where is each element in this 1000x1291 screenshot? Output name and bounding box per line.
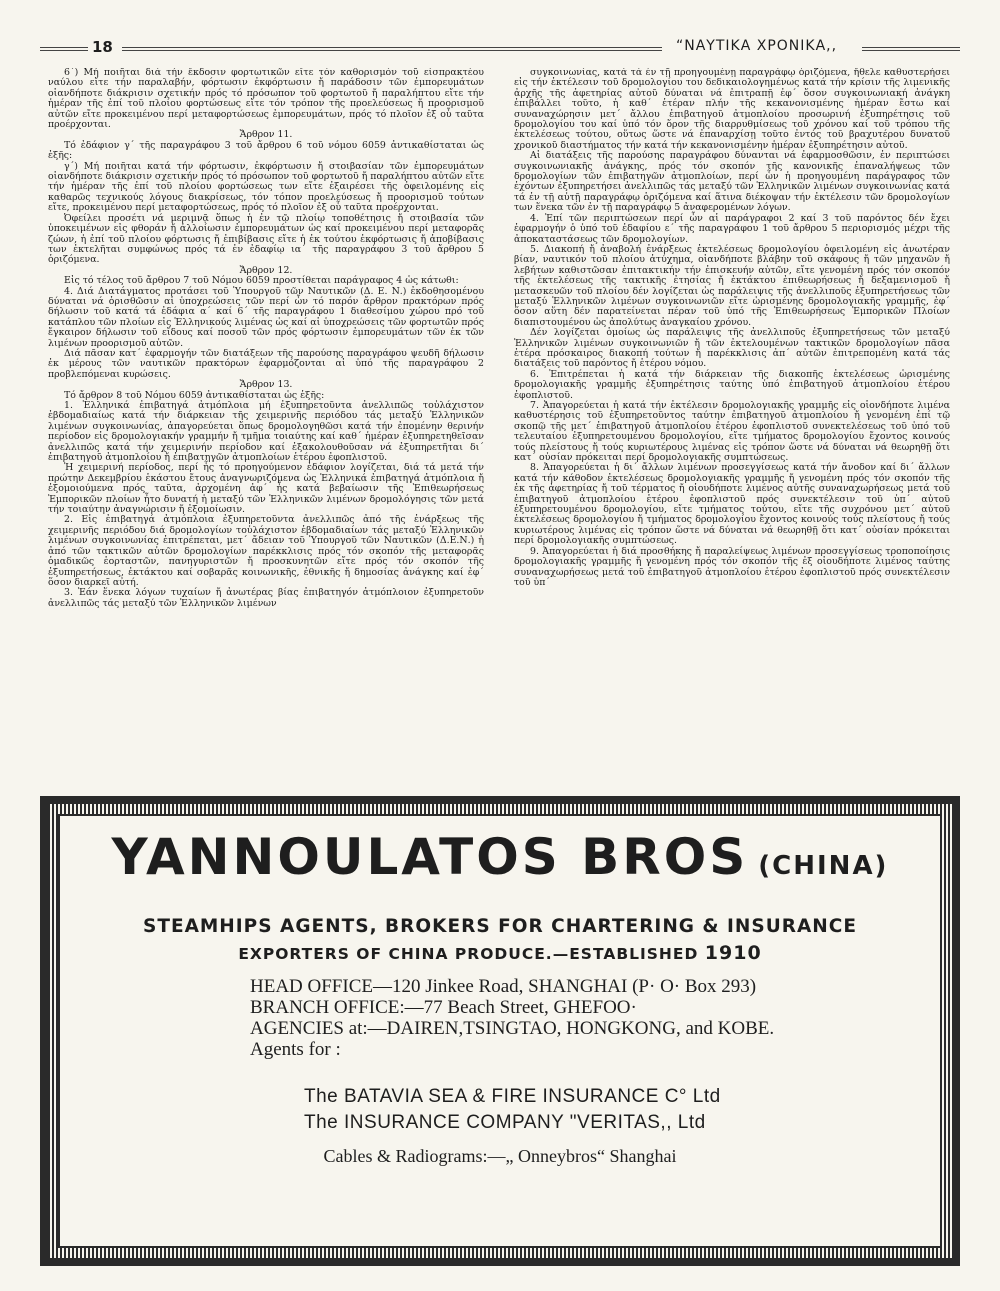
article-paragraph: Εἰς τό τέλος τοῦ ἄρθρου 7 τοῦ Νόμου 6059 προστίθεται παράγραφος 4 ὡς κάτωθι: [64,275,459,287]
article-paragraph: 9. Ἀπαγορεύεται ἡ διά προσθήκης ἤ παραλείψεως λιμένων προσεγγίσεως τροποποίησις δρομολογιακῆς γραμμῆς ἤ γενομένη πρός τόν σκοπόν τῆς ἐξ οἱουδήποτε λιμένος ταύτης συναναχωρήσεως μετά τοῦ ἐπιβατηγοῦ ἀτμοπλοίου ἑτέρου ἐφοπλιστοῦ πρός συνεκτέλεσιν τοῦ ὑπ΄ [514,545,950,588]
header-rule-right [862,47,960,51]
journal-title: “ΝΑΥΤΙΚΑ ΧΡΟΝΙΚΑ,, [676,38,838,54]
header-rule-middle [122,47,662,51]
article-paragraph: 1. Ἑλληνικά ἐπιβατηγά ἀτμόπλοια μή ἐξυπηρετοῦντα ἀνελλιπῶς τοὐλάχιστον ἑβδομαδιαίως κατά τήν διάρκειαν τῆς χειμερινῆς περιόδου τάς μεταξύ Ἑλληνικῶν λιμένων συγκοινωνίας, ἀπαγορεύεται ὅπως δρομολογηθῶσι κατά τήν ἐπομένην θερινήν περίοδον εἰς δρομολογιακήν γραμμήν ἤ τμῆμα τοιαύτης καί καθ΄ ἡμέραν ἐξυπηρετηθεῖσαν ἀνελλιπῶς κατά τήν χειμερινήν περίοδον καί ἐξακολουθοῦσαν νά ἐξυπηρετῆται δι΄ ἐπιβατηγοῦ ἀτμοπλοίου ἤ ἐπιβατηγῶν ἀτμοπλοίων ἑτέρου ἐφοπλιστοῦ. [48,400,484,464]
head-office: HEAD OFFICE—120 Jinkee Road, SHANGHAI (P· O· Box 293) [250,976,757,997]
page-number: 18 [92,38,113,56]
insurer-batavia: The BATAVIA SEA & FIRE INSURANCE C° Ltd [304,1086,721,1107]
header-rule-left [40,47,88,51]
article-paragraph: γ΄) Μή ποιῆται κατά τήν φόρτωσιν, ἐκφόρτωσιν ἤ στοιβασίαν τῶν ἐμπορευμάτων οἱανδήποτε διάκρισιν σχετικήν πρός τό πρόσωπον τοῦ φορτωτοῦ ἤ παραλήπτου αὐτῶν εἴτε τήν ἡμέραν τῆς ἐπί τοῦ πλοίου φορτώσεως των εἴτε ἐξαιρέσει τῆς ὀφειλομένης εἰς καθαρῶς τεχνικούς λόγους διακρίσεως, τόν τόπον προελεύσεως ἤ προορισμοῦ τούτων εἴτε, προκειμένου περί μεταφορτώσεως, πρός τό πλοῖον ἐξ οὗ ταῦτα προέρχονται. [48,160,484,214]
article-paragraph: Διά πᾶσαν κατ΄ ἐφαρμογήν τῶν διατάξεων τῆς παρούσης παραγράφου ψευδῆ δήλωσιν ἐκ μέρους τῶν ναυτικῶν πρακτόρων ἐφαρμόζονται αἱ ὑπό τῆς παραγράφου 2 προβλεπόμεναι κυρώσεις. [48,347,484,380]
insurer-veritas: The INSURANCE COMPANY "VERITAS,, Ltd [304,1112,706,1133]
advertisement-body [58,814,942,1248]
agents-for: Agents for : [250,1039,341,1060]
established-year: 1910 [704,942,762,964]
article-left-column [48,68,484,788]
article-heading: Ἄρθρον 13. [239,379,293,391]
article-paragraph: 3. Ἐάν ἕνεκα λόγων τυχαίων ἤ ἀνωτέρας βίας ἐπιβατηγόν ἀτμόπλοιον ἐξυπηρετοῦν ἀνελλιπῶς τάς μεταξύ τῶν Ἑλληνικῶν λιμένων [48,587,484,609]
article-paragraph: 6. Ἐπιτρέπεται ἡ κατά τήν διάρκειαν τῆς διακοπῆς ἐκτελέσεως ὡρισμένης δρομολογιακῆς γραμμῆς ἐξυπηρέτησις ταύτης ὑπό ἐπιβατηγοῦ ἀτμοπλοίου ἑτέρου ἐφοπλιστοῦ. [514,368,950,401]
company-name-text: YANNOULATOS BROS [111,828,749,886]
article-paragraph: Αἱ διατάξεις τῆς παρούσης παραγράφου δύνανται νά ἐφαρμοσθῶσιν, ἐν περιπτώσει συγκοινωνιακῆς ἀνάγκης, πρός τόν σκοπόν τῆς κανονικῆς ἐπαναλήψεως τῶν δρομολογίων τῶν ἐπιβατηγῶν ἀτμοπλοίων, περί ὧν ἡ προηγουμένη παράγραφος τῶν ἐχόντων ἐξυπηρετήσει ἀνελλιπῶς τάς μεταξύ τῶν Ἑλληνικῶν λιμένων συγκοινωνίας κατά τά ἐν τῇ αὐτῇ παραγράφῳ ὁριζόμενα καί ἅτινα διέκοψαν τήν ἐκτέλεσιν τῶν δρομολογίων των ἕνεκα τῶν ἐν τῇ παραγράφῳ 5 ἀναφερομένων λόγων. [514,150,950,214]
article-heading: Ἄρθρον 12. [239,264,293,276]
offices-block [250,976,774,1060]
exporters-line [60,942,940,964]
article-paragraph: Δέν λογίζεται ὁμοίως ὡς παράλειψις τῆς ἀνελλιποῦς ἐξυπηρετήσεως τῶν μεταξύ Ἑλληνικῶν λιμένων συγκοινωνιῶν ἤ τῶν ἐκτελουμένων τακτικῶν δρομολογίων πᾶσα ἑτέρα πρόσκαιρος διακοπή τούτων ἤ παρέκκλισις ἀπ΄ αὐτῶν ἐπιτρεπομένη κατά τάς διατάξεις τοῦ παρόντος ἤ ἑτέρου νόμου. [514,327,950,370]
article-paragraph: 2. Εἰς ἐπιβατηγά ἀτμόπλοια ἐξυπηρετοῦντα ἀνελλιπῶς ἀπό τῆς ἐνάρξεως τῆς χειμερινῆς περιόδου διά δρομολογίων τοὐλάχιστον ἑβδομαδιαίων τάς μεταξύ Ἑλληνικῶν λιμένων συγκοινωνίας ἐπιτρέπεται, μετ΄ ἄδειαν τοῦ Ὑπουργοῦ τῶν Ναυτικῶν (Δ.Ε.Ν.) ἡ ἀπό τῶν τακτικῶν αὐτῶν δρομολογίων παρέκκλισις πρός τόν σκοπόν τῆς μεταφορᾶς ὁμαδικῶς ἑορταστῶν, πανηγυριστῶν ἤ προσκυνητῶν εἴτε πρός τόν σκοπόν τῆς ἐξυπηρετήσεως, ἐκτάκτου καί σοβαρᾶς κοινωνικῆς, ἐθνικῆς ἤ δημοσίας ἀνάγκης καί ἐφ΄ ὅσον διαρκεῖ αὐτή. [48,514,484,588]
article-paragraph: 6΄) Μή ποιῆται διά τήν ἔκδοσιν φορτωτικῶν εἴτε τόν καθορισμόν τοῦ εἰσπρακτέου ναύλου εἴτε τήν παραλαβήν, φόρτωσιν ἐκφόρτωσιν ἤ παράδοσιν τῶν ἐμπορευμάτων οἱανδήποτε διάκρισιν σχετικήν πρός τό πρόσωπον τοῦ φορτωτοῦ ἤ παραλήπτου εἴτε τήν ἡμέραν τῆς ἐπί τοῦ πλοίου φορτώσεως εἴτε τόν τρόπον τῆς προελεύσεως ἤ προορισμοῦ αὐτῶν εἴτε προκειμένου περί μεταφορτώσεως ἐμπορευμάτων, πρός τό πλοῖον ἐξ οὗ ταῦτα προέρχονται. [48,68,484,131]
article-paragraph: Ἡ χειμερινή περίοδος, περί ἧς τό προηγούμενον ἐδάφιον λογίζεται, διά τά μετά τήν πρώτην Δεκεμβρίου ἑκάστου ἔτους ἀναγνωριζόμενα ὡς Ἑλληνικά ἐπιβατηγά ἀτμόπλοια ἤ ἐξομοιούμενα πρός ταῦτα, ἀρχομένη ἀφ΄ ἧς κατά βεβαίωσιν τῆς Ἐπιθεωρήσεως Ἐμπορικῶν πλοίων ἦτο δυνατή ἡ μεταξύ τῶν Ἑλληνικῶν λιμένων δρομολόγησις τῶν μετά τήν τοιαύτην ἀναγνώρισιν ἤ ἐξομοίωσιν. [48,462,484,516]
page-header [40,38,960,62]
article-paragraph: 7. Ἀπαγορεύεται ἡ κατά τήν ἐκτέλεσιν δρομολογιακῆς γραμμῆς εἰς οἱονδήποτε λιμένα καθυστέρησις τοῦ ἐξυπηρετοῦντος ταύτην ἐπιβατηγοῦ ἀτμοπλοίου ἤ γενομένη ἐπί τῷ σκοπῷ τῆς μετ΄ ἐπιβατηγοῦ ἀτμοπλοίου ἑτέρου ἐφοπλιστοῦ συνεκτελέσεως τοῦ ὑπό τοῦ τελευταίου ἐξυπηρετουμένου δρομολογίου, εἴτε τμήματος δρομολογίου ἔχοντος κοινούς τούς πλείστους ἤ τούς κυριωτέρους λιμένας εἰς τρόπον ὥστε νά δύναται νά θεωρηθῇ ὅτι κατ΄ οὐσίαν πρόκειται περί δρομολογιακῆς συμπτώσεως. [514,400,950,464]
article-paragraph: Ὀφείλει προσέτι νά μεριμνᾷ ὅπως ἡ ἐν τῷ πλοίῳ τοποθέτησις ἤ στοιβασία τῶν ὑποκειμένων εἰς φθοράν ἤ ἀλλοίωσιν ἐμπορευμάτων ὡς καί προκειμένου περί μεταφορᾶς ζώων, ἡ ἐπί τοῦ πλοίου φόρτωσις ἤ ἐπιβίβασις εἴτε ἡ ἐκ τούτου ἐκφόρτωσις ἤ ἀποβίβασις των ἐκτελῆται συμφώνως πρός τά ἐν ἐδαφίῳ ια΄ τῆς παραγράφου 3 τοῦ ἄρθρου 5 ὁριζόμενα. [48,212,484,266]
article-columns [48,68,950,788]
company-name [60,828,940,886]
advertisement-frame [40,796,960,1266]
article-paragraph: 8. Ἀπαγορεύεται ἡ δι΄ ἄλλων λιμένων προσεγγίσεως κατά τήν ἄνοδον καί δι΄ ἄλλων κατά τήν κάθοδον ἐκτελέσεως δρομολογιακῆς γραμμῆς ἤ γενομένη πρός τόν σκοπόν τῆς ἐκ τῆς ἀφετηρίας ἤ τοῦ τέρματος ἤ οἱουδήποτε λιμένος αὐτῆς συναναχωρήσεως μετά τοῦ ἐπιβατηγοῦ ἀτμοπλοίου ἑτέρου ἐφοπλιστοῦ πρός συνεκτέλεσιν τοῦ ὑπ΄ αὐτοῦ ἐξυπηρετουμένου δρομολογίου, εἴτε τμήματος τούτου, εἴτε τῆς συχρόνου μετ΄ αὐτοῦ ἐκτελέσεως δρομολογίου ἤ τμήματος δρομολογίου ἔχοντος κοινούς τούς πλείστους ἤ τούς κυριωτέρους λιμένας εἰς τρόπον ὥστε νά δύναται νά θεωρηθῇ ὅτι κατ΄ οὐσίαν πρόκειται περί δρομολογιακῆς συμπτώσεως. [514,462,950,547]
cables-address: Cables & Radiograms:—„ Onneybros“ Shanghai [323,1146,677,1166]
article-heading: Ἄρθρον 11. [239,129,293,141]
article-paragraph: 4. Ἐπί τῶν περιπτώσεων περί ὧν αἱ παράγραφοι 2 καί 3 τοῦ παρόντος δέν ἔχει ἐφαρμογήν ὁ ὑπό τοῦ ἐδαφίου ε΄ τῆς παραγράφου 1 τοῦ ἄρθρου 5 περιορισμός μέχρι τῆς ἀποκαταστάσεως τῶν δρομολογίων. [514,212,950,245]
company-suffix: (CHINA) [758,851,889,881]
article-paragraph: 5. Διακοπή ἤ ἀναβολή ἐνάρξεως ἐκτελέσεως δρομολογίου ὀφειλομένη εἰς ἀνωτέραν βίαν, ναυτικόν τοῦ πλοίου ἀτύχημα, οἱανδήποτε βλάβην τοῦ σκάφους ἤ τῶν μηχανῶν ἤ λεβήτων καθιστῶσαν ἐπιτακτικήν τήν ἐπισκευήν αὐτῶν, εἴτε γενομένη πρός τόν σκοπόν τῆς ἐκτελέσεως τῆς τακτικῆς ἐτησίας ἤ ἐκτάκτου ἐπιθεωρήσεως ἤ δεξαμενισμοῦ ἤ μετασκευῶν τοῦ πλοίου δέν λογίζεται ὡς παράλειψις τῆς ἀνελλιποῦς ἐξυπηρετήσεως τῶν μεταξύ Ἑλληνικῶν λιμένων συγκοινωνιῶν εἴτε ὡρισμένης δρομολογιακῆς γραμμῆς, ἐφ΄ ὅσον αὕτη δέν παρατείνεται πέραν τοῦ ὑπό τῆς Ἐπιθεωρήσεως Ἐμπορικῶν Πλοίων διαπιστουμένου ὡς ἀπολύτως ἀναγκαίου χρόνου. [514,243,950,328]
agencies: AGENCIES at:—DAIREN,TSINGTAO, HONGKONG, and KOBE. [250,1018,775,1039]
article-right-column [514,68,950,788]
article-paragraph: συγκοινωνίας, κατά τά ἐν τῇ προηγουμένῃ παραγράφῳ ὁριζόμενα, ἤθελε καθυστερήσει εἰς τήν ἐκτέλεσιν τοῦ δρομολογίου του δεδικαιολογημένως κατά τήν κρίσιν τῆς λιμενικῆς ἀρχῆς τῆς ἀφετηρίας αὐτοῦ δύναται νά ἐπιτραπῇ ἐφ΄ ὅσον συγκοινωνιακή ἀνάγκη ἐπιβάλλει τοῦτο, ἡ καθ΄ ἑτέραν πλήν τῆς κεκανονισμένης ἡμέραν ἔστω καί συναναχώρησιν μετ΄ ἄλλου ἐπιβατηγοῦ ἀτμοπλοίου προσωρινή ἐξυπηρέτησις τοῦ δρομολογίου του καί ὑπό τόν ὅρον τῆς διαρρυθμίσεως τοῦ χρόνου καί τοῦ τρόπου τῆς ἐκτελέσεως τούτου, οὕτως ὥστε νά ἐπαναρχίσῃ τοῦτο ἐντός τοῦ βραχυτέρου δυνατοῦ χρονικοῦ διαστήματος τήν κατά τήν κεκανονισμένην ἡμέραν ἐξυπηρέτησιν αὐτοῦ. [514,68,950,151]
exporters-text: EXPORTERS OF CHINA PRODUCE.—ESTABLISHED [238,945,699,963]
branch-office: BRANCH OFFICE:—77 Beach Street, GHEFOO· [250,997,637,1018]
services-line: STEAMHIPS AGENTS, BROKERS FOR CHARTERING & INSURANCE [143,916,857,937]
article-paragraph: Τό ἄρθρον 8 τοῦ Νόμου 6059 ἀντικαθίσταται ὡς ἑξῆς: [64,389,325,401]
article-paragraph: Τό ἐδάφιον γ΄ τῆς παραγράφου 3 τοῦ ἄρθρου 6 τοῦ νόμου 6059 ἀντικαθίσταται ὡς ἑξῆς: [48,139,484,162]
article-paragraph: 4. Διά Διατάγματος προτάσει τοῦ Ὑπουργοῦ τῶν Ναυτικῶν (Δ. Ε. Ν.) ἐκδοθησομένου δύναται νά ὁρισθῶσιν αἱ ὑποχρεώσεις τῶν περί ὧν τό παρόν ἄρθρον πρακτόρων πρός δήλωσιν τοῦ κατά τά ἐδάφια α΄ καί 6΄ τῆς παραγράφου 1 διαθεσίμου χώρου πρό τοῦ κατάπλου τῶν πλοίων εἰς Ἑλληνικούς λιμένας ὡς καί αἱ ὑποχρεώσεις τῶν φορτωτῶν πρός ἔγκαιρον δήλωσιν τοῦ εἴδους καί ποσοῦ τῶν πρός φόρτωσιν ἐμπορευμάτων τῶν ἐκ τῶν λιμένων προορισμοῦ αὐτῶν. [48,285,484,349]
